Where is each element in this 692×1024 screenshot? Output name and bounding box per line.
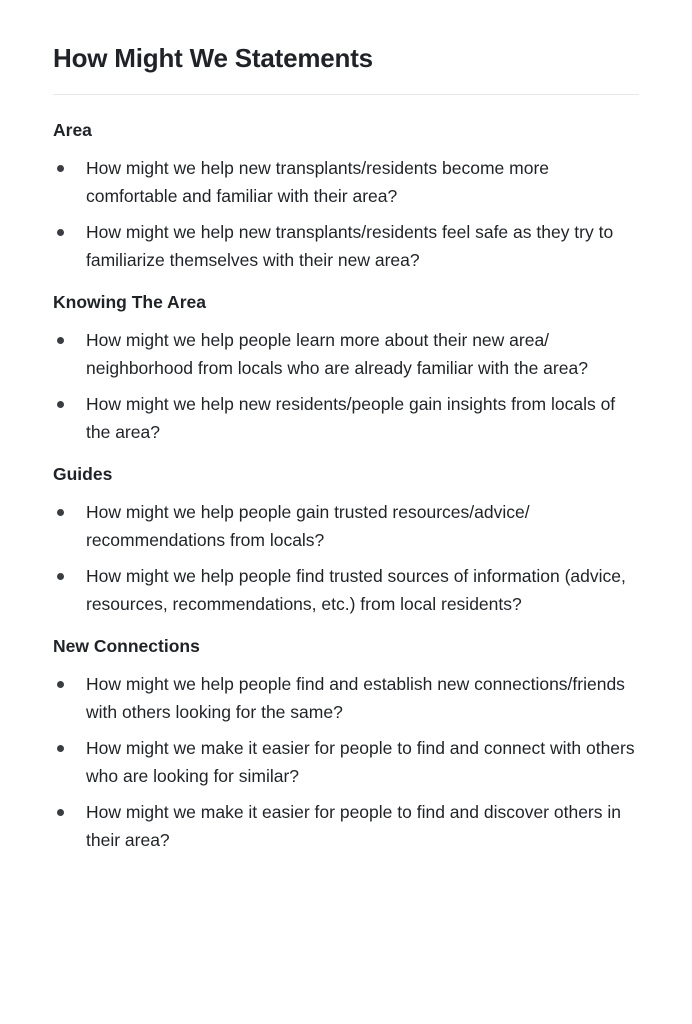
bullet-icon [57,337,64,344]
bullet-icon [57,745,64,752]
bullet-icon [57,681,64,688]
statement-text: How might we make it easier for people to find and discover others in their area? [86,802,621,850]
statement-text: How might we help people gain trusted resources/advice/ recommendations from locals? [86,502,530,550]
statement-list [53,154,639,274]
statement-text: How might we help people find and establish new connections/friends with others looking for the same? [86,674,625,722]
list-item [53,562,639,618]
section-area [53,118,639,274]
statement-text: How might we help new transplants/residents become more comfortable and familiar with their area? [86,158,549,206]
section-heading: Knowing The Area [53,292,206,312]
statement-text: How might we help new transplants/residents feel safe as they try to familiarize themselves with their new area? [86,222,614,270]
bullet-icon [57,401,64,408]
bullet-icon [57,229,64,236]
section-heading: Area [53,120,92,140]
section-heading: Guides [53,464,113,484]
statement-text: How might we help new residents/people gain insights from locals of the area? [86,394,616,442]
section-new-connections [53,634,639,854]
statement-list [53,326,639,446]
statement-text: How might we help people find trusted sources of information (advice, resources, recommendations, etc.) from local residents? [86,566,626,614]
list-item [53,498,639,554]
statement-text: How might we make it easier for people to find and connect with others who are looking for similar? [86,738,635,786]
list-item [53,154,639,210]
page-title: How Might We Statements [53,43,373,73]
bullet-icon [57,509,64,516]
statement-text: How might we help people learn more about their new area/ neighborhood from locals who are already familiar with the area? [86,330,588,378]
list-item [53,218,639,274]
bullet-icon [57,809,64,816]
bullet-icon [57,165,64,172]
list-item [53,326,639,382]
bullet-icon [57,573,64,580]
list-item [53,390,639,446]
section-guides [53,462,639,618]
statement-list [53,670,639,854]
statement-list [53,498,639,618]
list-item [53,734,639,790]
title-divider [53,94,639,95]
list-item [53,670,639,726]
list-item [53,798,639,854]
section-heading: New Connections [53,636,200,656]
section-knowing-the-area [53,290,639,446]
